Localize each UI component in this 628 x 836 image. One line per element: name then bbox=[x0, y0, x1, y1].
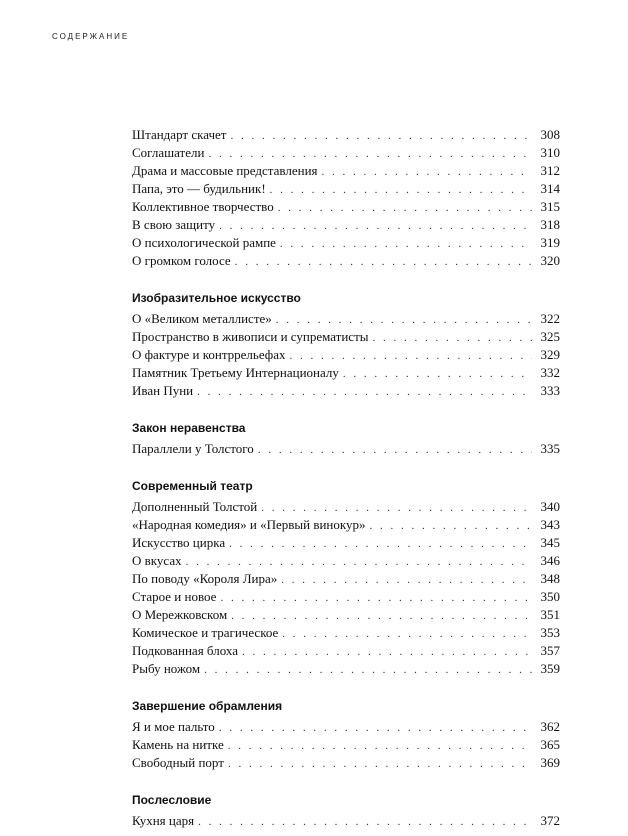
toc-entry[interactable] bbox=[132, 382, 560, 400]
toc-section bbox=[132, 478, 560, 678]
dot-leader bbox=[373, 329, 533, 347]
section-gap bbox=[132, 458, 560, 478]
section-title: Изобразительное искусство bbox=[132, 291, 301, 305]
dot-leader bbox=[208, 145, 532, 163]
dot-leader bbox=[197, 383, 532, 401]
toc-entry[interactable] bbox=[132, 234, 560, 252]
section-title: Послесловие bbox=[132, 793, 212, 807]
entry-title: По поводу «Короля Лира» bbox=[132, 571, 278, 586]
toc-entry[interactable] bbox=[132, 736, 560, 754]
toc-entry[interactable] bbox=[132, 570, 560, 588]
dot-leader bbox=[289, 347, 532, 365]
running-header: СОДЕРЖАНИЕ bbox=[52, 32, 130, 41]
entry-page-number: 345 bbox=[540, 535, 560, 550]
toc-entry[interactable] bbox=[132, 198, 560, 216]
toc-section bbox=[132, 698, 560, 772]
entry-page-number: 315 bbox=[540, 199, 560, 214]
section-title: Завершение обрамления bbox=[132, 699, 283, 713]
dot-leader bbox=[282, 625, 532, 643]
section-gap bbox=[132, 678, 560, 698]
dot-leader bbox=[228, 755, 532, 773]
dot-leader bbox=[229, 535, 532, 553]
entry-page-number: 346 bbox=[540, 553, 560, 568]
entry-page-number: 348 bbox=[540, 571, 560, 586]
dot-leader bbox=[204, 661, 532, 679]
entry-title: Папа, это — будильник! bbox=[132, 181, 266, 196]
toc-entry[interactable] bbox=[132, 552, 560, 570]
section-gap bbox=[132, 400, 560, 420]
entry-title: О психологической рампе bbox=[132, 235, 276, 250]
entry-title: Старое и новое bbox=[132, 589, 217, 604]
entry-page-number: 320 bbox=[540, 253, 560, 268]
entry-title: Параллели у Толстого bbox=[132, 441, 254, 456]
toc-entry[interactable] bbox=[132, 180, 560, 198]
section-title: Закон неравенства bbox=[132, 421, 246, 435]
toc-entry[interactable] bbox=[132, 328, 560, 346]
toc-entry[interactable] bbox=[132, 534, 560, 552]
entry-page-number: 332 bbox=[540, 365, 560, 380]
entry-page-number: 351 bbox=[540, 607, 560, 622]
toc-entry[interactable] bbox=[132, 642, 560, 660]
entry-page-number: 372 bbox=[540, 813, 560, 828]
toc-entry[interactable] bbox=[132, 440, 560, 458]
entry-title: О вкусах bbox=[132, 553, 182, 568]
entry-page-number: 350 bbox=[540, 589, 560, 604]
entry-page-number: 319 bbox=[540, 235, 560, 250]
dot-leader bbox=[278, 199, 532, 217]
toc-entry[interactable] bbox=[132, 606, 560, 624]
dot-leader bbox=[231, 607, 532, 625]
toc-section bbox=[132, 126, 560, 270]
entry-page-number: 308 bbox=[540, 127, 560, 142]
entry-page-number: 357 bbox=[540, 643, 560, 658]
entry-title: В свою защиту bbox=[132, 217, 216, 232]
entry-title: Соглашатели bbox=[132, 145, 205, 160]
dot-leader bbox=[343, 365, 532, 383]
dot-leader bbox=[230, 127, 532, 145]
entry-page-number: 340 bbox=[540, 499, 560, 514]
entry-page-number: 353 bbox=[540, 625, 560, 640]
entry-page-number: 359 bbox=[540, 661, 560, 676]
dot-leader bbox=[228, 737, 532, 755]
dot-leader bbox=[281, 571, 532, 589]
entry-page-number: 322 bbox=[540, 311, 560, 326]
entry-title: О Мережковском bbox=[132, 607, 228, 622]
dot-leader bbox=[280, 235, 532, 253]
toc-entry[interactable] bbox=[132, 364, 560, 382]
dot-leader bbox=[322, 163, 532, 181]
toc-entry[interactable] bbox=[132, 310, 560, 328]
dot-leader bbox=[220, 589, 532, 607]
entry-page-number: 325 bbox=[540, 329, 560, 344]
toc-entry[interactable] bbox=[132, 252, 560, 270]
dot-leader bbox=[270, 181, 532, 199]
entry-page-number: 343 bbox=[540, 517, 560, 532]
entry-title: Я и мое пальто bbox=[132, 719, 215, 734]
entry-page-number: 318 bbox=[540, 217, 560, 232]
entry-title: Искусство цирка bbox=[132, 535, 226, 550]
entry-title: Иван Пуни bbox=[132, 383, 194, 398]
entry-title: О фактуре и контррельефах bbox=[132, 347, 286, 362]
dot-leader bbox=[258, 441, 532, 459]
entry-page-number: 310 bbox=[540, 145, 560, 160]
entry-page-number: 362 bbox=[540, 719, 560, 734]
dot-leader bbox=[186, 553, 532, 571]
section-gap bbox=[132, 772, 560, 792]
toc-entry[interactable] bbox=[132, 126, 560, 144]
dot-leader bbox=[219, 719, 532, 737]
entry-page-number: 333 bbox=[540, 383, 560, 398]
toc-entry[interactable] bbox=[132, 588, 560, 606]
entry-page-number: 335 bbox=[540, 441, 560, 456]
entry-page-number: 369 bbox=[540, 755, 560, 770]
entry-title: Драма и массовые представления bbox=[132, 163, 318, 178]
toc-entry[interactable] bbox=[132, 162, 560, 180]
toc-section bbox=[132, 420, 560, 458]
toc-entry[interactable] bbox=[132, 516, 560, 534]
entry-title: Подкованная блоха bbox=[132, 643, 238, 658]
toc-entry[interactable] bbox=[132, 216, 560, 234]
entry-title: Коллективное творчество bbox=[132, 199, 274, 214]
entry-title: Пространство в живописи и супрематисты bbox=[132, 329, 369, 344]
entry-page-number: 365 bbox=[540, 737, 560, 752]
dot-leader bbox=[276, 311, 532, 329]
entry-title: О громком голосе bbox=[132, 253, 231, 268]
entry-title: Рыбу ножом bbox=[132, 661, 201, 676]
entry-title: О «Великом металлисте» bbox=[132, 311, 272, 326]
toc-entry[interactable] bbox=[132, 718, 560, 736]
entry-title: Комическое и трагическое bbox=[132, 625, 279, 640]
toc-section bbox=[132, 290, 560, 400]
entry-page-number: 312 bbox=[540, 163, 560, 178]
entry-title: Камень на нитке bbox=[132, 737, 224, 752]
toc-entry[interactable] bbox=[132, 812, 560, 830]
toc-section bbox=[132, 792, 560, 830]
entry-title: Штандарт скачет bbox=[132, 127, 227, 142]
dot-leader bbox=[235, 253, 532, 271]
entry-page-number: 314 bbox=[540, 181, 560, 196]
dot-leader bbox=[261, 499, 532, 517]
toc-entry[interactable] bbox=[132, 624, 560, 642]
table-of-contents bbox=[132, 126, 560, 830]
toc-entry[interactable] bbox=[132, 346, 560, 364]
entry-page-number: 329 bbox=[540, 347, 560, 362]
toc-entry[interactable] bbox=[132, 498, 560, 516]
toc-entry[interactable] bbox=[132, 754, 560, 772]
entry-title: Дополненный Толстой bbox=[132, 499, 258, 514]
toc-entry[interactable] bbox=[132, 660, 560, 678]
entry-title: Свободный порт bbox=[132, 755, 224, 770]
dot-leader bbox=[219, 217, 532, 235]
dot-leader bbox=[242, 643, 532, 661]
section-title: Современный театр bbox=[132, 479, 253, 493]
dot-leader bbox=[370, 517, 532, 535]
entry-title: Кухня царя bbox=[132, 813, 195, 828]
section-gap bbox=[132, 270, 560, 290]
entry-title: «Народная комедия» и «Первый винокур» bbox=[132, 517, 366, 532]
entry-title: Памятник Третьему Интернационалу bbox=[132, 365, 339, 380]
toc-entry[interactable] bbox=[132, 144, 560, 162]
dot-leader bbox=[198, 813, 532, 831]
